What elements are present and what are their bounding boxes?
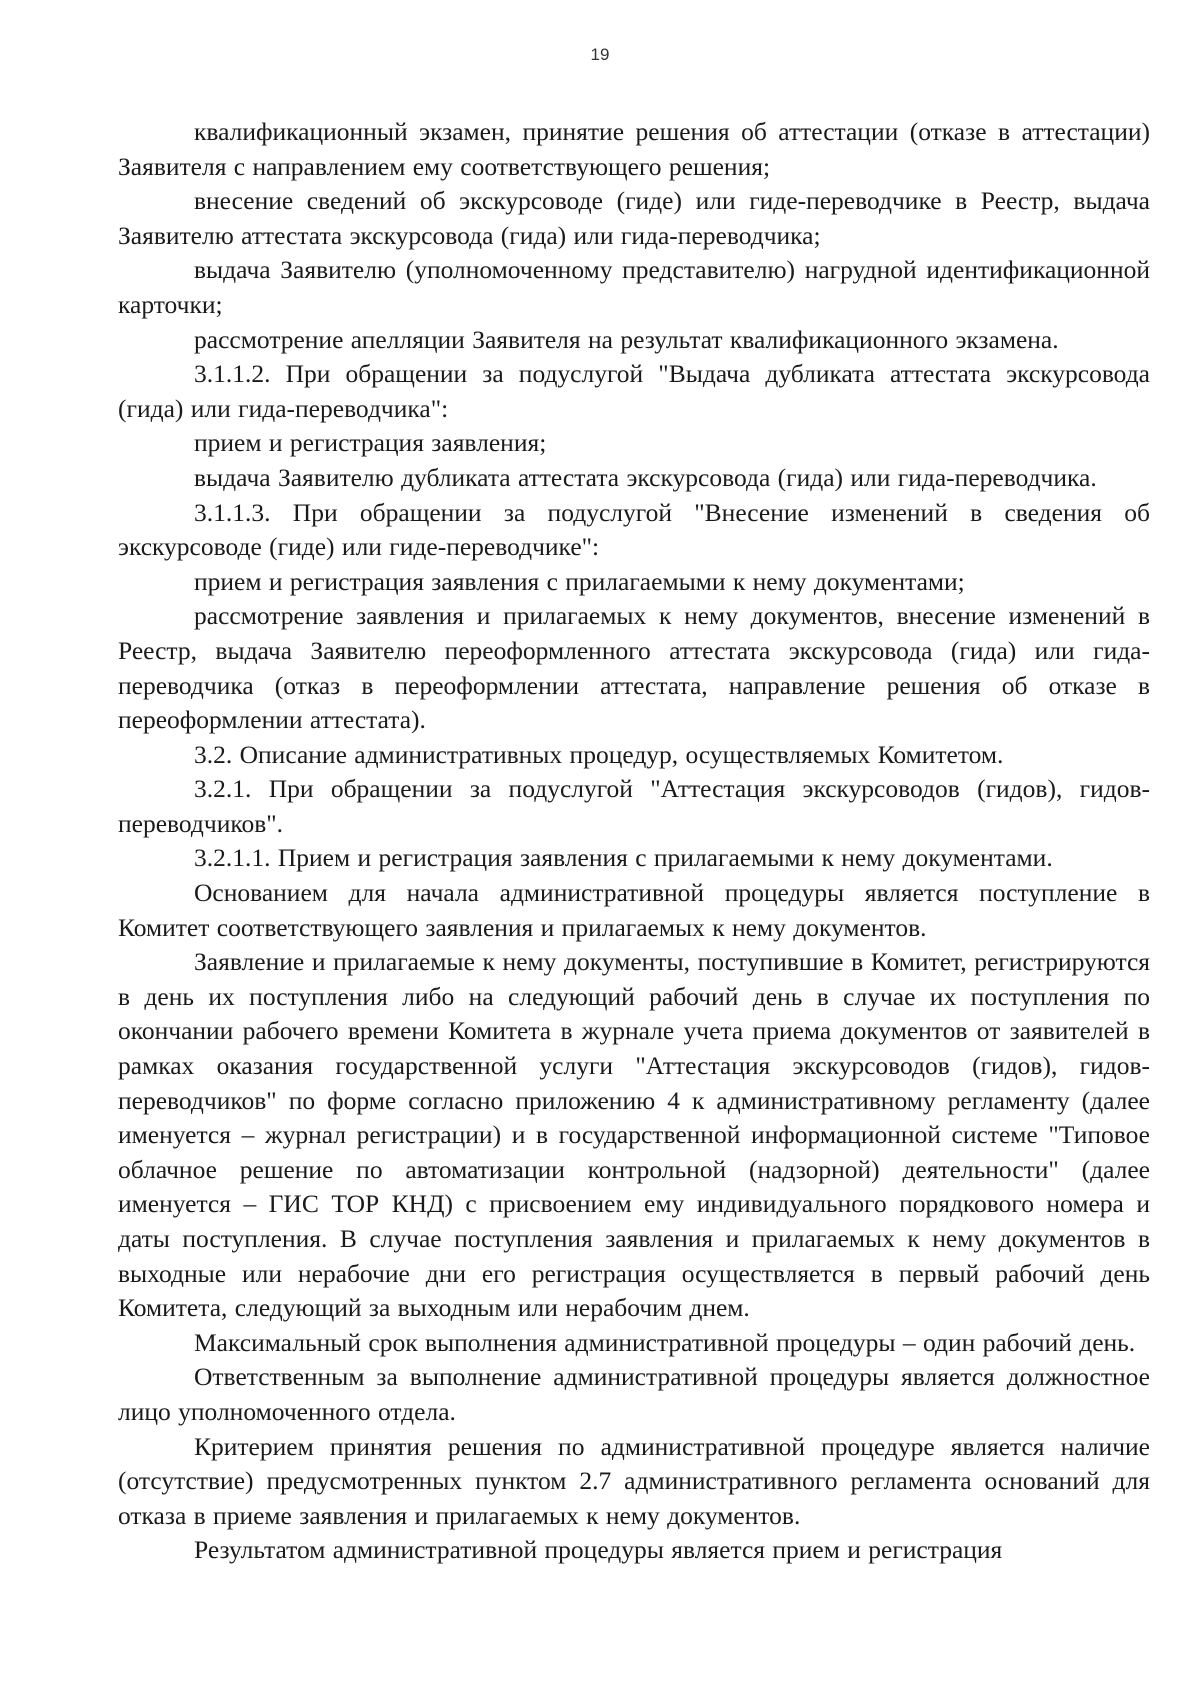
paragraph: рассмотрение заявления и прилагаемых к нему документов, внесение изменений в Реестр, выдача Заявителю переоформленного аттестата экскурсовода (гида) или гида-переводчика (отказ в переоформлении аттестата, направление решения об отказе в переоформлении аттестата).: [118, 601, 1150, 735]
paragraph: 3.2. Описание административных процедур, осуществляемых Комитетом.: [194, 739, 1004, 769]
paragraph: 3.1.1.3. При обращении за подуслугой "Внесение изменений в сведения об экскурсоводе (гиде) или гиде-переводчике":: [118, 497, 1150, 562]
paragraph: Результатом административной процедуры является прием и регистрация: [194, 1535, 1003, 1565]
paragraph: Основанием для начала административной процедуры является поступление в Комитет соответствующего заявления и прилагаемых к нему документов.: [118, 878, 1150, 942]
paragraph: рассмотрение апелляции Заявителя на результат квалификационного экзамена.: [194, 324, 1059, 354]
paragraph: 3.2.1.1. Прием и регистрация заявления с прилагаемыми к нему документами.: [194, 843, 1053, 873]
paragraph: Ответственным за выполнение административной процедуры является должностное лицо уполномоченного отдела.: [118, 1362, 1150, 1426]
page-number: 19: [590, 45, 610, 64]
document-body: [118, 115, 1150, 1568]
paragraph: выдача Заявителю дубликата аттестата экскурсовода (гида) или гида-переводчика.: [194, 462, 1097, 492]
paragraph: выдача Заявителю (уполномоченному представителю) нагрудной идентификационной карточки;: [118, 255, 1150, 319]
paragraph: 3.1.1.2. При обращении за подуслугой "Выдача дубликата аттестата экскурсовода (гида) или гида-переводчика":: [118, 359, 1150, 423]
paragraph: внесение сведений об экскурсоводе (гиде) или гиде-переводчике в Реестр, выдача Заявителю аттестата экскурсовода (гида) или гида-переводчика;: [118, 186, 1150, 250]
paragraph: Максимальный срок выполнения административной процедуры – один рабочий день.: [194, 1327, 1136, 1357]
paragraph: Критерием принятия решения по административной процедуре является наличие (отсутствие) предусмотренных пунктом 2.7 административного регламента оснований для отказа в приеме заявления и прилагаемых к нему документов.: [118, 1431, 1150, 1530]
paragraph: Заявление и прилагаемые к нему документы, поступившие в Комитет, регистрируются в день их поступления либо на следующий рабочий день в случае их поступления по окончании рабочего времени Комитета в журнале учета приема документов от заявителей в рамках оказания государственной услуги "Аттестация экскурсоводов (гидов), гидов-переводчиков" по форме согласно приложению 4 к административному регламенту (далее именуется – журнал регистрации) и в государственной информационной системе "Типовое облачное решение по автоматизации контрольной (надзорной) деятельности" (далее именуется – ГИС ТОР КНД) с присвоением ему индивидуального порядкового номера и даты поступления. В случае поступления заявления и прилагаемых к нему документов в выходные или нерабочие дни его регистрация осуществляется в первый рабочий день Комитета, следующий за выходным или нерабочим днем.: [118, 947, 1150, 1323]
paragraph: 3.2.1. При обращении за подуслугой "Аттестация экскурсоводов (гидов), гидов-переводчиков".: [118, 774, 1150, 838]
paragraph: квалификационный экзамен, принятие решения об аттестации (отказе в аттестации) Заявителя с направлением ему соответствующего решения;: [118, 117, 1150, 181]
paragraph: прием и регистрация заявления с прилагаемыми к нему документами;: [194, 566, 965, 596]
paragraph: прием и регистрация заявления;: [194, 428, 547, 458]
